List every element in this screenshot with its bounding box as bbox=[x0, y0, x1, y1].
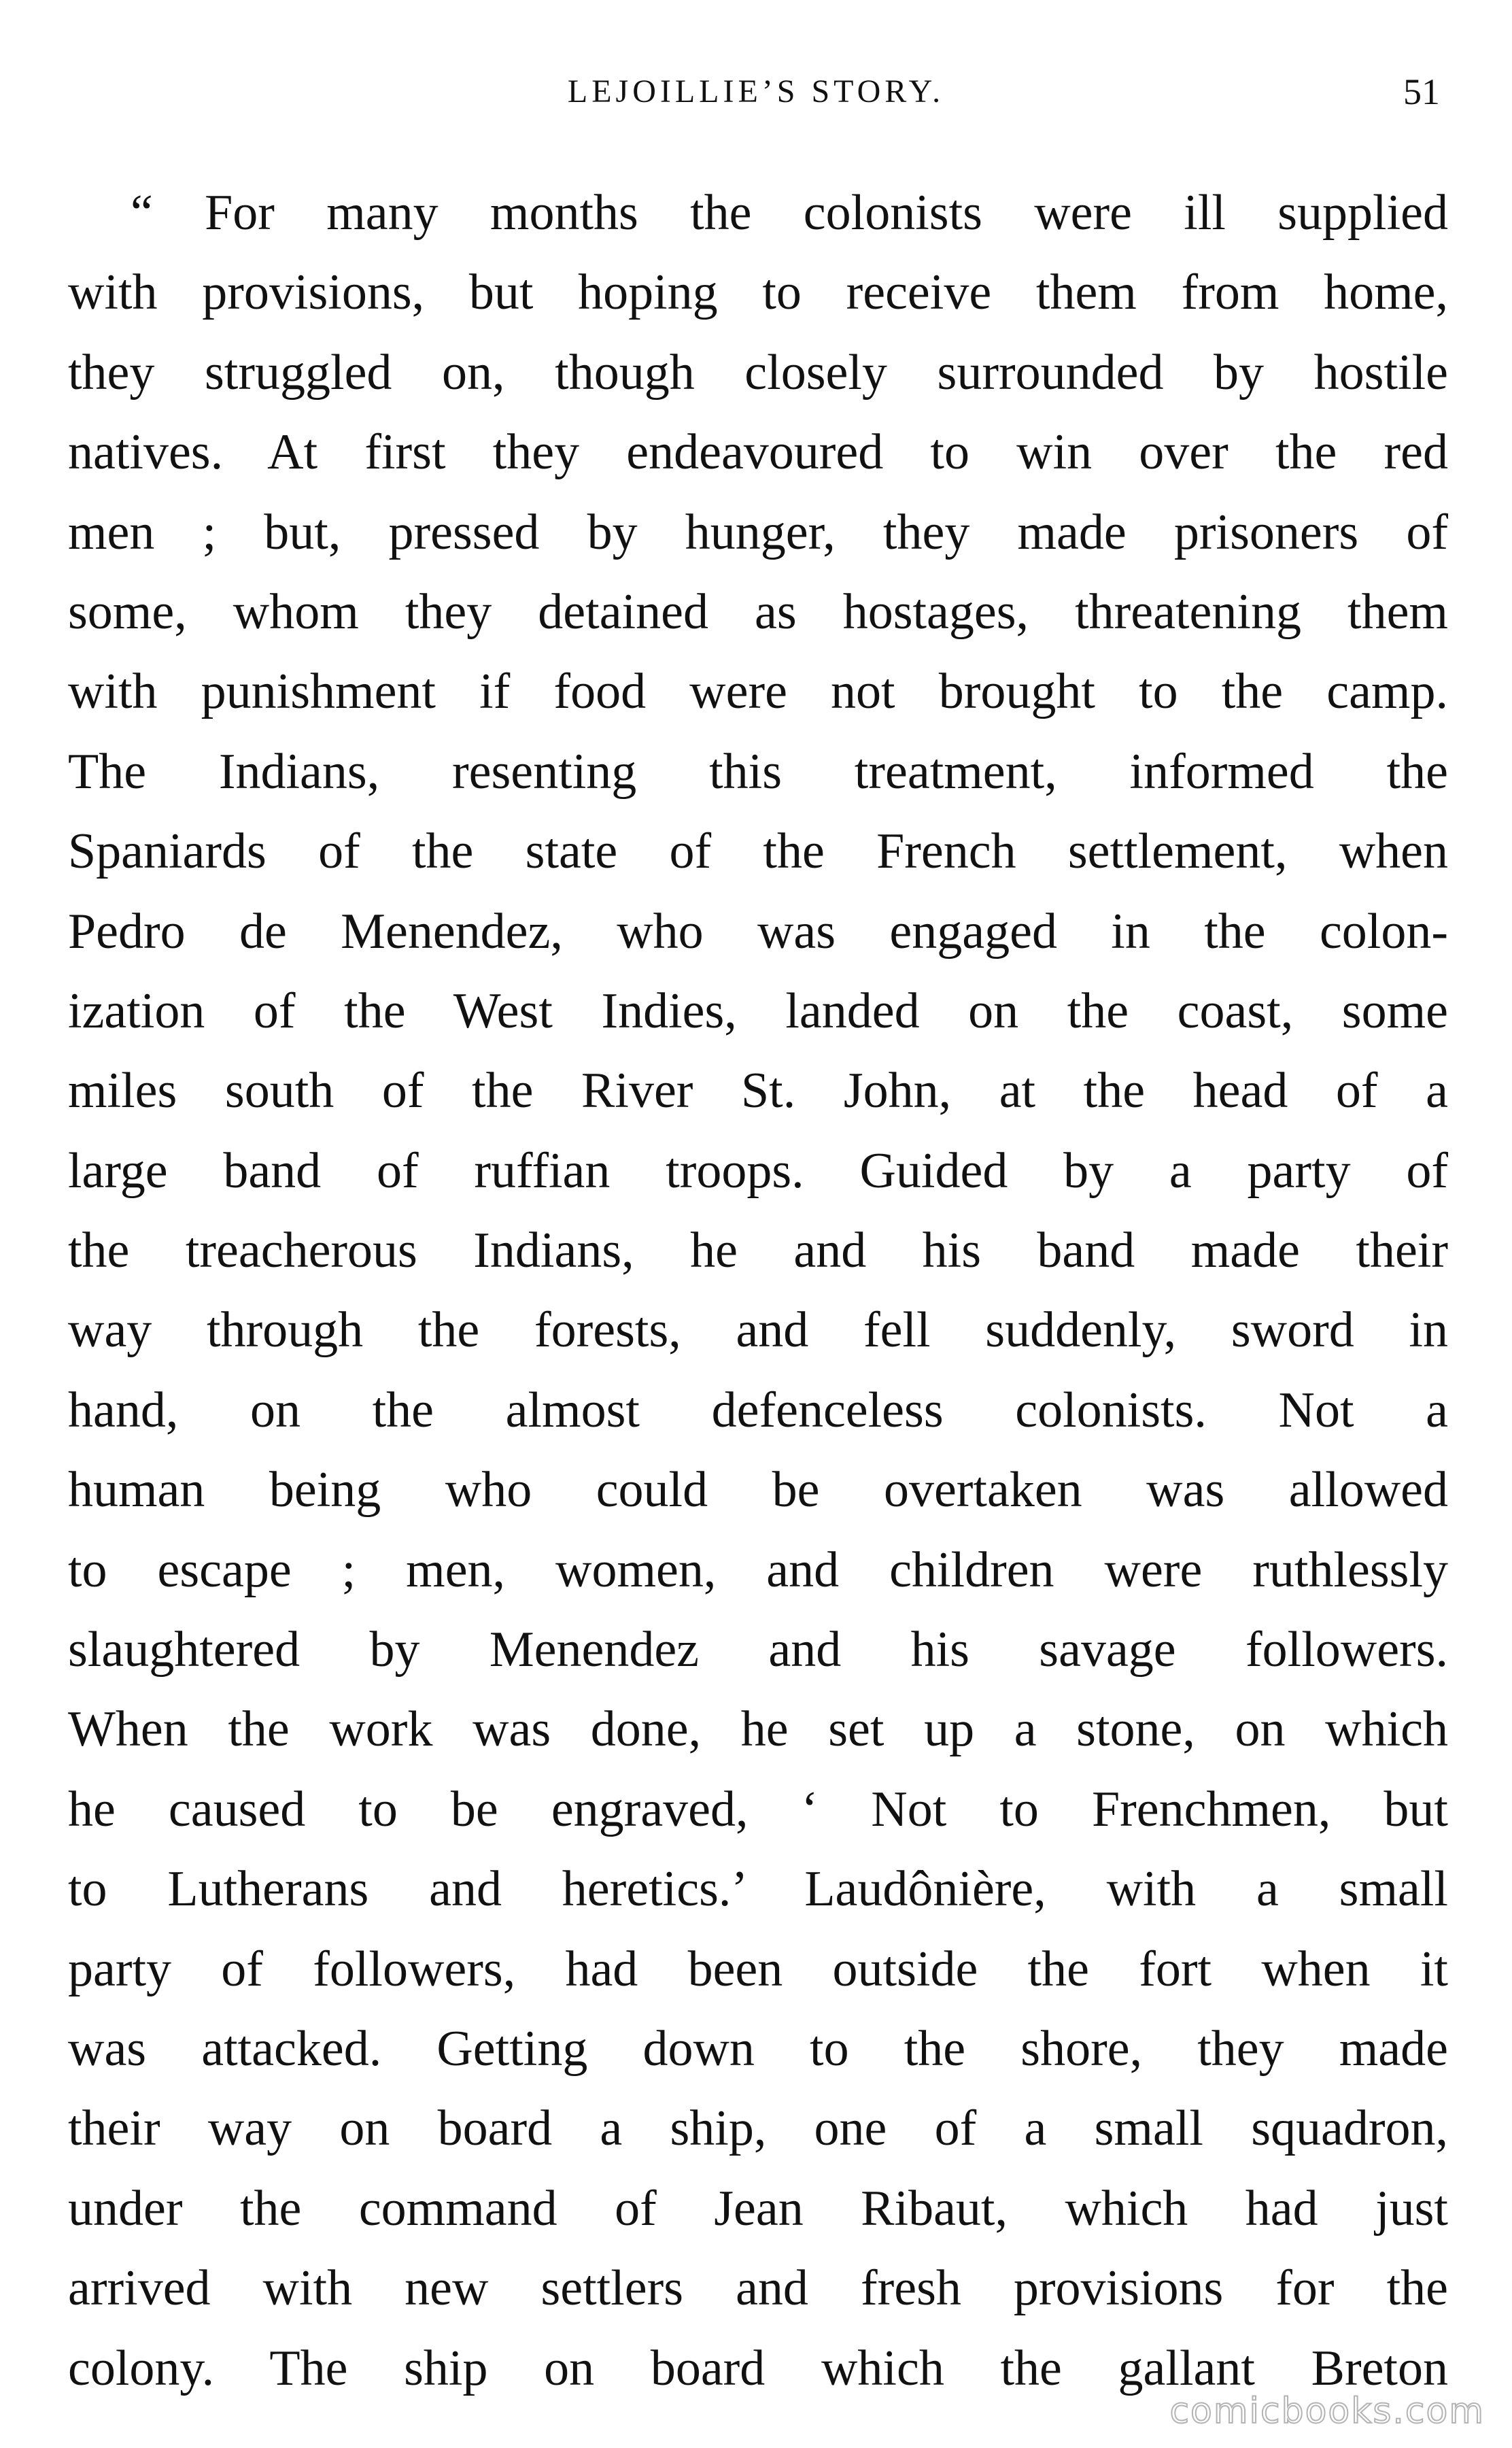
text-line: men ; but, pressed by hunger, they made prisoners of bbox=[68, 504, 1448, 560]
text-line: under the command of Jean Ribaut, which had just bbox=[68, 2180, 1448, 2237]
text-line: the treacherous Indians, he and his band made their bbox=[68, 1223, 1448, 1279]
running-head bbox=[68, 68, 1444, 116]
body-text bbox=[68, 173, 1448, 2409]
text-line: they struggled on, though closely surrounded by hostile bbox=[68, 344, 1448, 401]
running-title: LEJOILLIE’S STORY. bbox=[567, 73, 945, 109]
text-line: was attacked. Getting down to the shore, they made bbox=[68, 2020, 1448, 2077]
text-line: large band of ruffian troops. Guided by a party of bbox=[68, 1142, 1448, 1199]
text-line: The Indians, resenting this treatment, informed the bbox=[68, 743, 1448, 800]
text-line: natives. At first they endeavoured to win over the red bbox=[68, 424, 1448, 481]
text-line: colony. The ship on board which the gallant Breton bbox=[68, 2340, 1448, 2396]
text-line: to escape ; men, women, and children were ruthlessly bbox=[68, 1542, 1448, 1598]
text-line: Pedro de Menendez, who was engaged in the colon- bbox=[68, 903, 1448, 959]
text-line: hand, on the almost defenceless colonists. Not a bbox=[68, 1382, 1448, 1438]
text-line: way through the forests, and fell suddenly, sword in bbox=[68, 1302, 1448, 1359]
text-line: Spaniards of the state of the French settlement, when bbox=[68, 823, 1448, 880]
text-line: When the work was done, he set up a stone, on which bbox=[68, 1701, 1448, 1758]
watermark-logo: comicbooks.com bbox=[1169, 2391, 1485, 2432]
text-line: he caused to be engraved, ‘ Not to Frenchmen, but bbox=[68, 1781, 1448, 1837]
text-line: ization of the West Indies, landed on the coast, some bbox=[68, 983, 1448, 1039]
text-line: human being who could be overtaken was allowed bbox=[68, 1462, 1448, 1518]
text-line: with punishment if food were not brought to the camp. bbox=[68, 664, 1448, 720]
text-line: some, whom they detained as hostages, threatening them bbox=[68, 583, 1448, 640]
page-number: 51 bbox=[1403, 71, 1440, 112]
text-line: with provisions, but hoping to receive them from home, bbox=[68, 265, 1448, 321]
text-line: slaughtered by Menendez and his savage followers. bbox=[68, 1622, 1448, 1678]
text-line: “ For many months the colonists were ill supplied bbox=[131, 185, 1448, 241]
text-line: arrived with new settlers and fresh provisions for the bbox=[68, 2260, 1448, 2317]
text-line: their way on board a ship, one of a small squadron, bbox=[68, 2101, 1448, 2157]
text-line: party of followers, had been outside the fort when it bbox=[68, 1941, 1448, 1997]
text-line: miles south of the River St. John, at the head of a bbox=[68, 1063, 1448, 1119]
text-line: to Lutherans and heretics.’ Laudônière, with a small bbox=[68, 1861, 1448, 1918]
